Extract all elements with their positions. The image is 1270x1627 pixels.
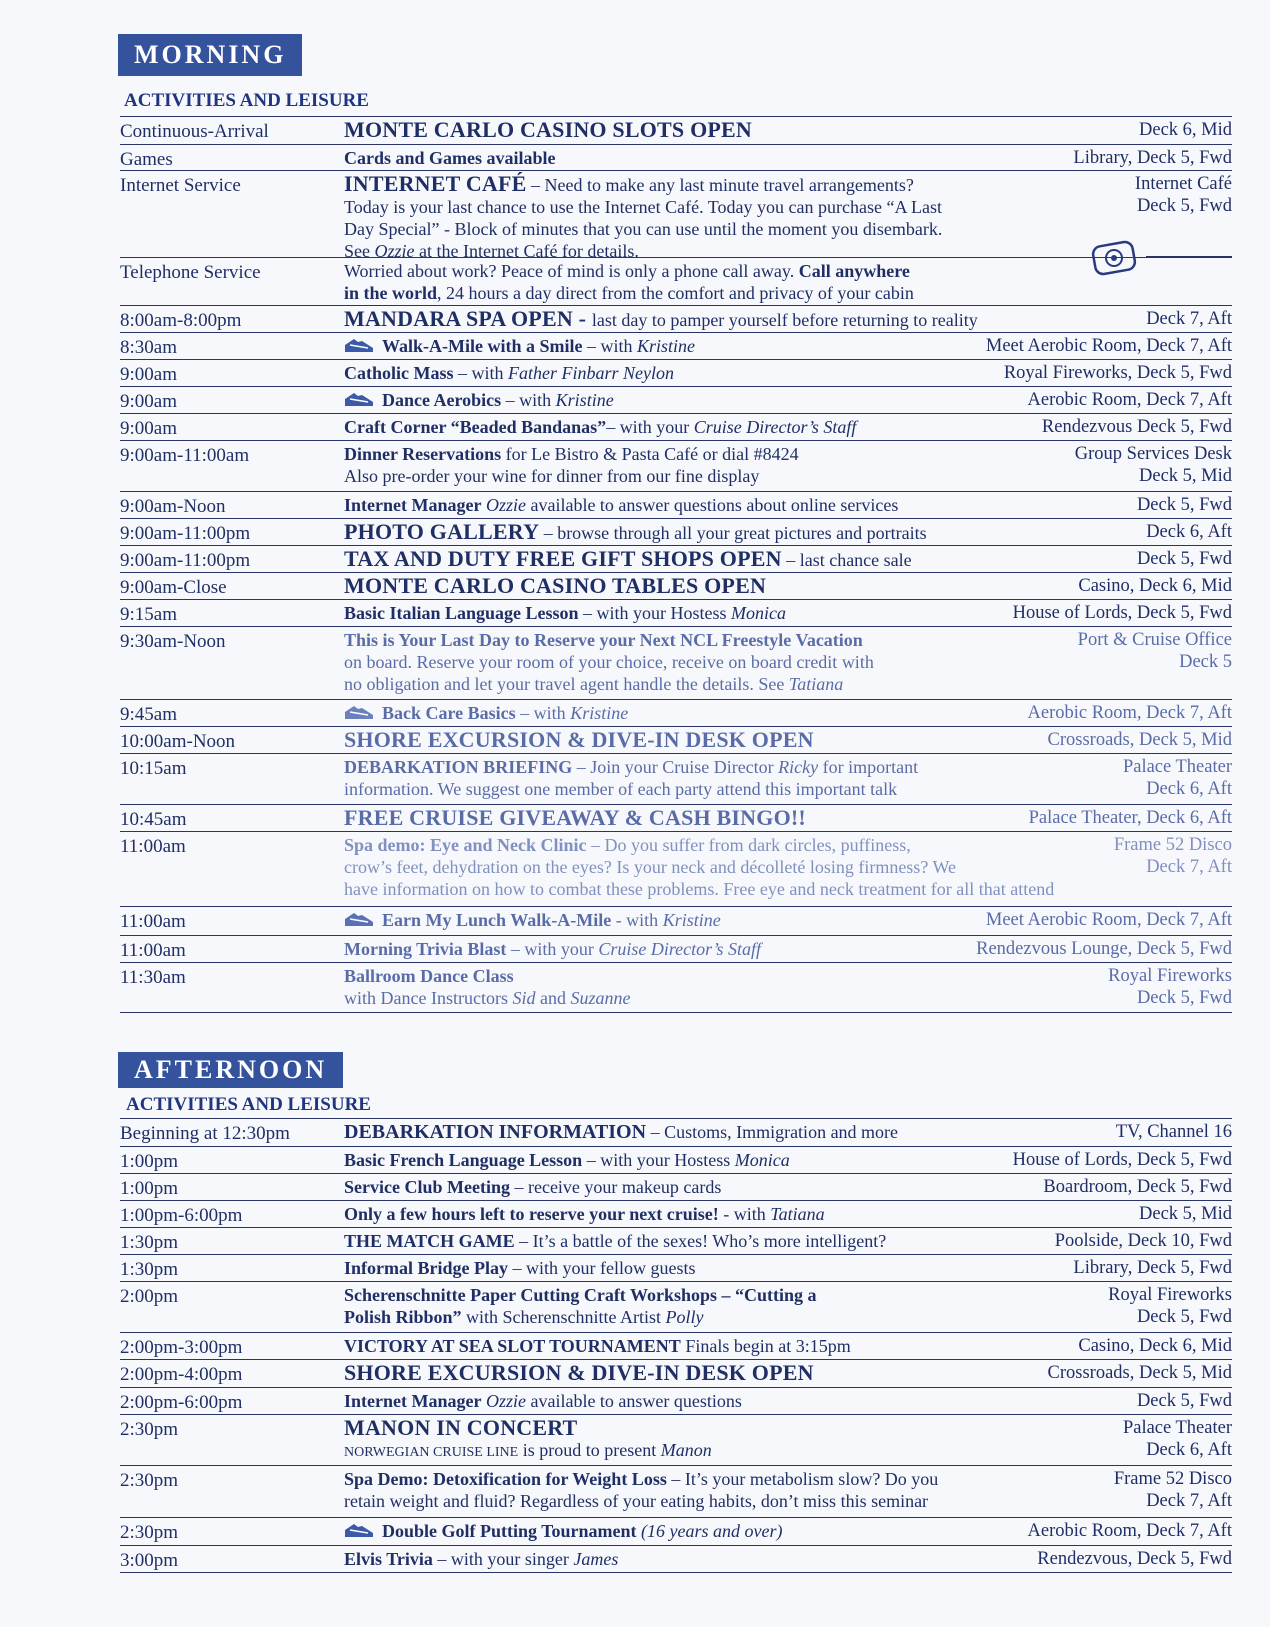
event-time: 9:30am-Noon [120,631,226,652]
event-location: Deck 6, Aft [1146,522,1232,542]
table-row [120,1545,1232,1573]
event-title: Scherenschnitte Paper Cutting Craft Workshops – “Cutting a [344,1285,817,1305]
event-time: 11:00am [120,911,186,932]
event-title: DEBARKATION BRIEFING [344,757,573,777]
event-description: – receive your makeup cards [509,1177,722,1197]
table-row [120,1414,1232,1465]
event-location: Rendezvous, Deck 5, Fwd [1037,1549,1232,1569]
event-location: Aerobic Room, Deck 7, Aft [1027,1521,1232,1541]
event-location: Deck 5, Fwd [1136,988,1232,1008]
event-location: Casino, Deck 6, Mid [1078,576,1232,596]
event-description: See [344,241,375,261]
event-location: Deck 7, Aft [1146,857,1232,877]
event-description: – browse through all your great pictures and portraits [539,523,927,543]
event-location: Aerobic Room, Deck 7, Aft [1027,703,1232,723]
table-row [120,305,1232,332]
event-description: – It’s your metabolism slow? Do you [666,1469,939,1489]
event-description: and [535,988,571,1008]
event-location: Deck 7, Aft [1146,1491,1232,1511]
sneaker-icon [344,1521,374,1539]
event-host: Cruise Director’s Staff [598,939,762,959]
event-time: 9:00am-Noon [120,496,226,517]
event-host: Monica [731,603,787,623]
event-title: MONTE CARLO CASINO TABLES OPEN [344,573,767,598]
event-description: for important [818,757,919,777]
table-row [120,413,1232,440]
table-row [120,359,1232,386]
event-time: 10:15am [120,758,187,779]
event-description: Worried about work? Peace of mind is only a phone call away. [344,261,799,281]
event-description: - with [611,910,663,930]
event-description: – with your [506,939,599,959]
table-row [120,440,1232,491]
event-description: – Join your Cruise Director [572,757,779,777]
event-time: 11:30am [120,967,186,988]
event-description: – with your Hostess [578,603,732,623]
event-time: 9:00am-11:00pm [120,523,251,544]
morning-schedule [120,116,1232,1013]
table-row [120,1254,1232,1281]
event-time: 8:30am [120,337,177,358]
event-location: Deck 6, Aft [1146,779,1232,799]
event-title: Walk-A-Mile with a Smile [382,336,583,356]
event-description: is proud to present [518,1440,661,1460]
event-title: THE MATCH GAME [344,1231,515,1251]
event-host: Ozzie [485,1391,526,1411]
event-location: Royal Fireworks [1108,966,1232,986]
event-description: – It’s a battle of the sexes! Who’s more intelligent? [514,1231,887,1251]
table-row [120,518,1232,545]
event-title: Service Club Meeting [344,1177,510,1197]
event-time: Beginning at 12:30pm [120,1123,290,1144]
event-description: Also pre-order your wine for dinner from our fine display [344,466,760,486]
table-row [120,1227,1232,1254]
event-title: Morning Trivia Blast [344,939,507,959]
table-row [120,1118,1232,1146]
event-time: 9:00am [120,418,177,439]
event-title: PHOTO GALLERY [344,519,540,544]
event-location: Meet Aerobic Room, Deck 7, Aft [985,910,1232,930]
event-host: James [573,1549,619,1569]
event-location: Deck 5, Mid [1139,466,1232,486]
event-title: MANDARA SPA OPEN - [344,306,592,331]
event-description: Finals begin at 3:15pm [680,1336,851,1356]
event-location: Crossroads, Deck 5, Mid [1047,730,1232,750]
event-host: Cruise Director’s Staff [693,417,857,437]
event-location: Palace Theater, Deck 6, Aft [1028,808,1232,828]
event-location: Deck 6, Aft [1146,1440,1232,1460]
event-location: Deck 5, Fwd [1136,1391,1232,1411]
divider [1146,256,1232,257]
table-row [120,626,1232,699]
event-description: – with your singer [432,1549,574,1569]
event-host: Kristine [662,910,721,930]
event-location: Rendezvous Deck 5, Fwd [1041,417,1232,437]
sneaker-icon [344,703,374,721]
event-host: Father Finbarr Neylon [508,363,674,383]
event-time: 2:30pm [120,1470,179,1491]
event-location: Poolside, Deck 10, Fwd [1054,1231,1232,1251]
event-time: 9:00am [120,364,177,385]
table-row [120,753,1232,804]
sneaker-icon [344,390,374,408]
table-row [120,906,1232,935]
event-host: Kristine [637,336,696,356]
event-description: on board. Reserve your room of your choice, receive on board credit with [344,652,874,672]
event-description: – with [501,390,556,410]
event-title: Elvis Trivia [344,1549,433,1569]
event-description: Day Special” - Block of minutes that you can use until the moment you disembark. [344,219,943,239]
event-description: information. We suggest one member of each party attend this important talk [344,779,898,799]
event-description: (16 years and over) [636,1521,783,1541]
table-row [120,170,1232,261]
event-time: 1:00pm [120,1178,179,1199]
event-location: Royal Fireworks [1108,1285,1232,1305]
event-title: MANON IN CONCERT [344,1415,578,1440]
table-row [120,144,1232,170]
event-location: Casino, Deck 6, Mid [1078,1336,1232,1356]
event-host: Monica [734,1150,790,1170]
table-row [120,726,1232,753]
event-location: Palace Theater [1122,1418,1232,1438]
event-description: – Do you suffer from dark circles, puffiness, [586,835,911,855]
event-location: Deck 5, Fwd [1136,495,1232,515]
event-time: 2:00pm-6:00pm [120,1392,243,1413]
event-title: Basic French Language Lesson [344,1150,583,1170]
event-location: Deck 6, Mid [1139,120,1232,140]
event-host: Kristine [555,390,614,410]
event-title: Polish Ribbon” [344,1307,462,1327]
morning-heading: ACTIVITIES AND LEISURE [124,90,369,111]
sneaker-icon [344,910,374,928]
event-location: Deck 5, Fwd [1136,549,1232,569]
afternoon-schedule [120,1118,1232,1573]
event-title: Craft Corner “Beaded Bandanas” [344,417,607,437]
event-location: Group Services Desk [1074,444,1232,464]
event-host: Manon [660,1440,712,1460]
event-host: Ricky [778,757,819,777]
table-row [120,962,1232,1013]
table-row [120,1281,1232,1332]
event-location: Deck 5 [1179,652,1232,672]
event-description: Today is your last chance to use the Internet Café. Today you can purchase “A Last [344,197,942,217]
event-description: available to answer questions [525,1391,742,1411]
event-title: Basic Italian Language Lesson [344,603,579,623]
event-description: available to answer questions about online services [525,495,899,515]
event-location: Frame 52 Disco [1113,1469,1232,1489]
table-row [120,1359,1232,1387]
table-row [120,599,1232,626]
event-time: 3:00pm [120,1550,179,1571]
event-time: 2:00pm-4:00pm [120,1364,243,1385]
event-time: 10:00am-Noon [120,731,236,752]
table-row [120,572,1232,599]
event-description: with Dance Instructors [344,988,513,1008]
table-row [120,1465,1232,1517]
event-description: Call anywhere [798,261,910,281]
event-location: Meet Aerobic Room, Deck 7, Aft [985,336,1232,356]
event-description: at the Internet Café for details. [414,241,639,261]
event-location: Port & Cruise Office [1077,630,1232,650]
event-title: Spa demo: Eye and Neck Clinic [344,835,587,855]
event-title: Catholic Mass [344,363,454,383]
event-location: Rendezvous Lounge, Deck 5, Fwd [976,939,1232,959]
event-description: – Customs, Immigration and more [646,1122,899,1142]
event-title: VICTORY AT SEA SLOT TOURNAMENT [344,1336,681,1356]
event-location: Crossroads, Deck 5, Mid [1047,1363,1232,1383]
event-title: Dance Aerobics [382,390,502,410]
table-row [120,804,1232,831]
telephone-icon [1088,238,1140,278]
event-time: 9:00am-Close [120,577,227,598]
table-row [120,699,1232,726]
event-description: – with [453,363,509,383]
table-row [120,545,1232,572]
event-location: Royal Fireworks, Deck 5, Fwd [1003,363,1232,383]
event-location: Deck 5, Mid [1139,1204,1232,1224]
event-time: Games [120,149,173,170]
event-description: – with your Hostess [582,1150,735,1170]
event-host: Ozzie [374,241,415,261]
event-description: crow’s feet, dehydration on the eyes? Is your neck and décolleté losing firmness? We [344,857,957,877]
event-location: Frame 52 Disco [1113,835,1232,855]
event-host: Ozzie [485,495,526,515]
table-row [120,1173,1232,1200]
table-row [120,257,1232,305]
event-time: 10:45am [120,809,187,830]
afternoon-banner: AFTERNOON [118,1052,343,1088]
table-row [120,1332,1232,1359]
event-description: – Need to make any last minute travel arrangements? [526,175,914,195]
event-title: Ballroom Dance Class [344,966,514,986]
event-location: Library, Deck 5, Fwd [1073,1258,1232,1278]
event-time: 1:30pm [120,1232,179,1253]
event-host: Tatiana [788,674,844,694]
table-row [120,332,1232,359]
event-title: Cards and Games available [344,148,556,168]
event-description: no obligation and let your travel agent handle the details. See [344,674,789,694]
table-row [120,831,1232,906]
event-location: Internet Café [1134,174,1232,194]
event-time: 2:00pm [120,1286,179,1307]
event-description: - with [718,1204,771,1224]
event-description: – with [582,336,638,356]
event-title: This is Your Last Day to Reserve your Next NCL Freestyle Vacation [344,630,863,650]
table-row [120,1517,1232,1545]
event-title: Only a few hours left to reserve your next cruise! [344,1204,719,1224]
event-title: Spa Demo: Detoxification for Weight Loss [344,1469,667,1489]
event-time: 2:00pm-3:00pm [120,1337,243,1358]
table-row [120,1200,1232,1227]
event-title: Informal Bridge Play [344,1258,508,1278]
event-title: FREE CRUISE GIVEAWAY & CASH BINGO!! [344,805,806,830]
table-row [120,116,1232,144]
event-description: in the world [344,283,438,303]
event-time: 1:00pm [120,1151,179,1172]
event-host: Tatiana [770,1204,825,1224]
event-description: retain weight and fluid? Regardless of your eating habits, don’t miss this seminar [344,1491,929,1511]
sneaker-icon [344,336,374,354]
event-time: 2:30pm [120,1419,179,1440]
event-description: – with [515,703,571,723]
event-title: Internet Manager [344,495,482,515]
event-title: Earn My Lunch Walk-A-Mile [382,910,612,930]
event-description: last day to pamper yourself before returning to reality [591,310,978,330]
event-time: Continuous-Arrival [120,121,269,142]
event-title: MONTE CARLO CASINO SLOTS OPEN [344,117,752,142]
event-title: SHORE EXCURSION & DIVE-IN DESK OPEN [344,1360,814,1385]
event-time: 1:00pm-6:00pm [120,1205,243,1226]
event-location: Deck 5, Fwd [1136,1307,1232,1327]
event-time: 9:45am [120,704,177,725]
event-description: – with your fellow guests [508,1258,696,1278]
table-row [120,386,1232,413]
event-title: DEBARKATION INFORMATION [344,1121,647,1143]
event-host: Sid [512,988,536,1008]
event-description: – with your [606,417,694,437]
event-time: 9:00am-11:00am [120,445,250,466]
event-title: Internet Manager [344,1391,482,1411]
event-time: 1:30pm [120,1259,179,1280]
event-location: TV, Channel 16 [1115,1122,1232,1142]
event-time: 8:00am-8:00pm [120,310,242,331]
event-time: 11:00am [120,836,186,857]
event-time: 9:00am [120,391,177,412]
event-location: House of Lords, Deck 5, Fwd [1012,603,1232,623]
event-description: with Scherenschnitte Artist [461,1307,666,1327]
event-description: for Le Bistro & Pasta Café or dial #8424 [501,444,799,464]
event-time: 9:00am-11:00pm [120,550,251,571]
event-title: Double Golf Putting Tournament [382,1521,637,1541]
event-description: have information on how to combat these problems. Free eye and neck treatment for all that attend [344,879,1055,899]
table-row [120,935,1232,962]
event-title: INTERNET CAFÉ [344,171,527,196]
event-location: Deck 7, Aft [1146,309,1232,329]
event-time: Internet Service [120,175,241,196]
event-title: TAX AND DUTY FREE GIFT SHOPS OPEN [344,546,782,571]
event-location: Deck 5, Fwd [1136,196,1232,216]
event-location: Library, Deck 5, Fwd [1073,148,1232,168]
event-time: Telephone Service [120,262,261,283]
table-row [120,491,1232,518]
event-location: Palace Theater [1122,757,1232,777]
event-title: Back Care Basics [382,703,516,723]
event-description: – last chance sale [781,550,912,570]
event-time: 11:00am [120,940,186,961]
afternoon-heading: ACTIVITIES AND LEISURE [126,1094,371,1115]
morning-banner: MORNING [118,34,302,76]
event-location: Aerobic Room, Deck 7, Aft [1027,390,1232,410]
table-row [120,1387,1232,1414]
event-host: Kristine [570,703,629,723]
event-location: House of Lords, Deck 5, Fwd [1012,1150,1232,1170]
event-description: , 24 hours a day direct from the comfort and privacy of your cabin [437,283,914,303]
event-location: Boardroom, Deck 5, Fwd [1043,1177,1232,1197]
event-host: Polly [665,1307,704,1327]
event-host: Suzanne [570,988,631,1008]
event-title: Dinner Reservations [344,444,502,464]
event-description: NORWEGIAN CRUISE LINE [344,1445,519,1460]
event-title: SHORE EXCURSION & DIVE-IN DESK OPEN [344,727,814,752]
event-time: 2:30pm [120,1522,179,1543]
event-time: 9:15am [120,604,177,625]
table-row [120,1146,1232,1173]
